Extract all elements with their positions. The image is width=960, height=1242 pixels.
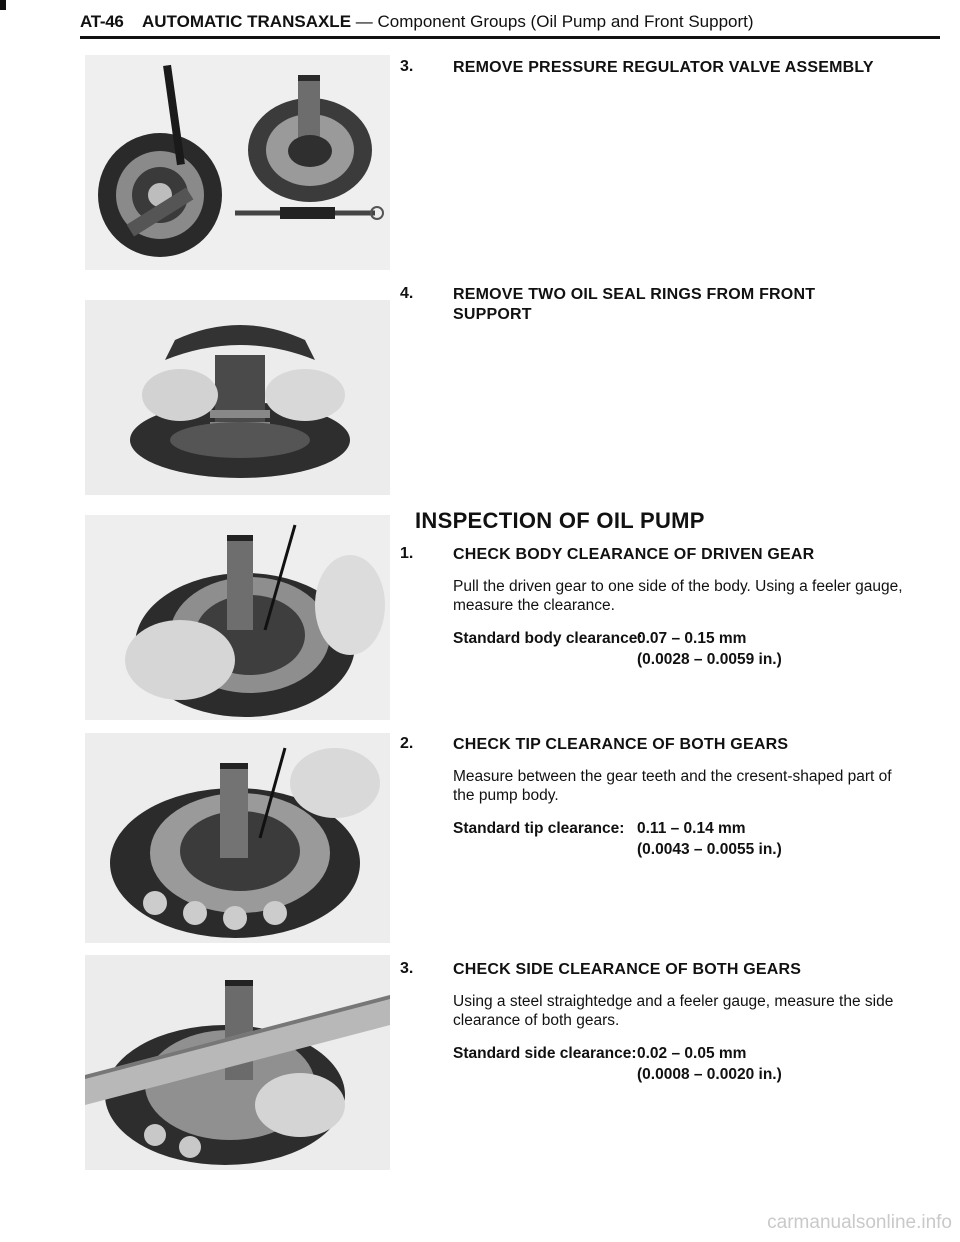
step-number: 2. — [400, 735, 414, 752]
step-body-clearance — [400, 545, 920, 673]
step-heading: REMOVE TWO OIL SEAL RINGS FROM FRONT SUPPORT — [453, 286, 816, 323]
step-side-clearance — [400, 960, 920, 1088]
page-code: AT-46 — [80, 12, 124, 31]
photo-body-clearance — [85, 515, 390, 720]
step-heading: REMOVE PRESSURE REGULATOR VALVE ASSEMBLY — [453, 59, 874, 76]
spec-value-in: (0.0043 – 0.0055 in.) — [637, 841, 782, 858]
photo-oil-seal-rings — [85, 300, 390, 495]
spec-value-mm: 0.02 – 0.05 mm — [637, 1045, 747, 1062]
step-body: Pull the driven gear to one side of the body. Using a feeler gauge, measure the clearance. — [453, 578, 903, 614]
step-body: Measure between the gear teeth and the cresent-shaped part of the pump body. — [453, 768, 892, 804]
spec-value-in: (0.0028 – 0.0059 in.) — [637, 651, 782, 668]
step-heading: CHECK TIP CLEARANCE OF BOTH GEARS — [453, 736, 789, 753]
spec-block — [453, 1044, 920, 1088]
step-heading: CHECK BODY CLEARANCE OF DRIVEN GEAR — [453, 546, 815, 563]
spec-value-in: (0.0008 – 0.0020 in.) — [637, 1066, 782, 1083]
spec-label: Standard tip clearance: — [453, 820, 625, 837]
step-remove-oil-seal-rings — [400, 285, 920, 325]
watermark: carmanualsonline.info — [767, 1212, 952, 1233]
step-number: 3. — [400, 58, 414, 75]
spec-value-mm: 0.07 – 0.15 mm — [637, 630, 747, 647]
spec-block — [453, 629, 920, 673]
photo-side-clearance — [85, 955, 390, 1170]
page-title-sub: — Component Groups (Oil Pump and Front Support) — [351, 12, 754, 31]
step-tip-clearance — [400, 735, 920, 863]
step-heading: CHECK SIDE CLEARANCE OF BOTH GEARS — [453, 961, 802, 978]
spec-value-mm: 0.11 – 0.14 mm — [637, 820, 746, 837]
spec-block — [453, 819, 920, 863]
step-number: 3. — [400, 960, 414, 977]
corner-crop-mark — [0, 0, 6, 10]
photo-pressure-regulator-valve — [85, 55, 390, 270]
spec-label: Standard body clearance: — [453, 630, 643, 647]
step-number: 4. — [400, 285, 414, 302]
step-remove-pressure-regulator — [400, 58, 920, 78]
step-body: Using a steel straightedge and a feeler gauge, measure the side clearance of both gears. — [453, 993, 894, 1029]
instruction-column — [400, 0, 920, 1242]
spec-label: Standard side clearance: — [453, 1045, 637, 1062]
photo-tip-clearance — [85, 733, 390, 943]
section-title: INSPECTION OF OIL PUMP — [415, 508, 705, 533]
page-title-main: AUTOMATIC TRANSAXLE — [142, 12, 352, 31]
step-number: 1. — [400, 545, 414, 562]
